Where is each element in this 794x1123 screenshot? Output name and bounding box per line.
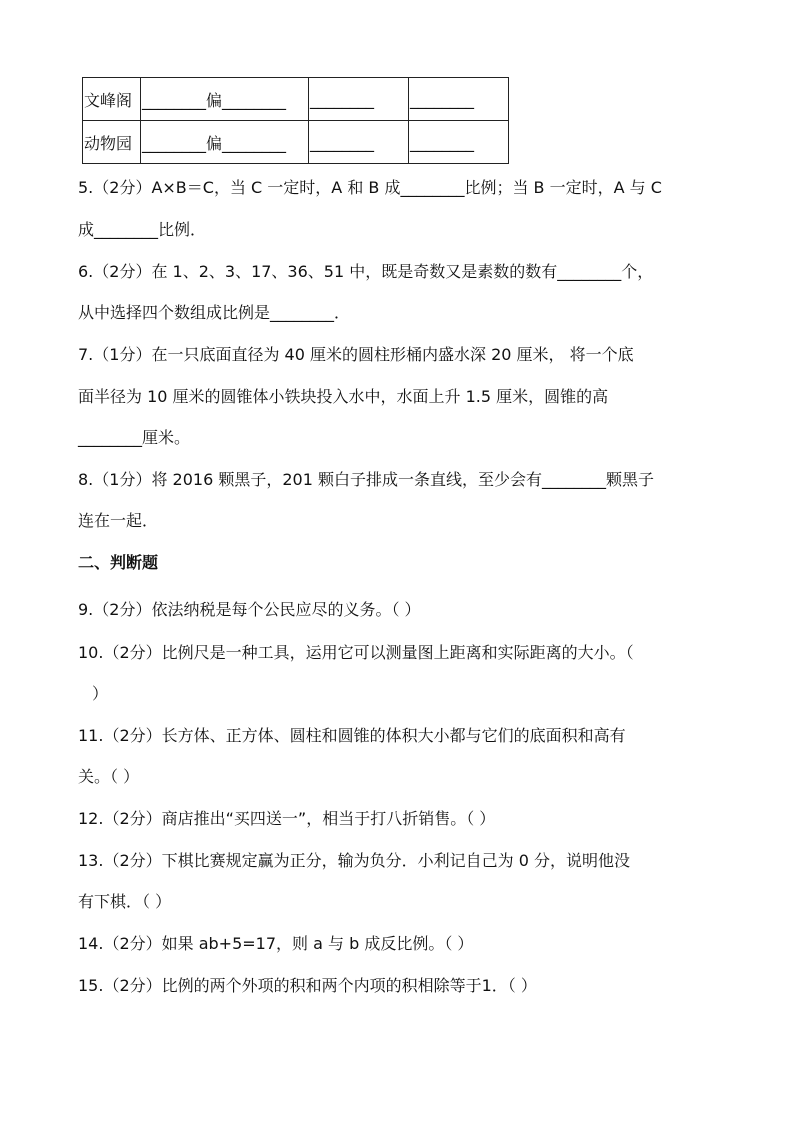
question-7-line-2: 面半径为 10 厘米的圆锥体小铁块投入水中，水面上升 1.5 厘米，圆锥的高 [78, 387, 609, 406]
question-7-line-3: ________厘米。 [78, 428, 191, 447]
table-cell: 动物园 [83, 121, 141, 164]
question-6-line-1: 6.（2分）在 1、2、3、17、36、51 中，既是奇数又是素数的数有________个， [78, 262, 654, 281]
table-cell: ________ [309, 78, 409, 121]
question-14-line-1: 14.（2分）如果 ab+5=17，则 a 与 b 成反比例。（ ） [78, 934, 474, 953]
table-row [83, 121, 509, 164]
table-cell: ________ [409, 121, 509, 164]
question-9-line-1: 9.（2分）依法纳税是每个公民应尽的义务。（ ） [78, 600, 421, 619]
question-15-line-1: 15.（2分）比例的两个外项的积和两个内项的积相除等于1．（ ） [78, 976, 537, 995]
table-cell: 文峰阁 [83, 78, 141, 121]
question-8-line-1: 8.（1分）将 2016 颗黑子，201 颗白子排成一条直线，至少会有________颗黑子 [78, 470, 654, 489]
table-cell: ________偏________ [141, 78, 309, 121]
table-cell: ________ [409, 78, 509, 121]
question-10-line-2: ） [92, 684, 109, 703]
question-13-line-2: 有下棋．（ ） [78, 892, 172, 911]
table-cell: ________ [309, 121, 409, 164]
question-13-line-1: 13.（2分）下棋比赛规定赢为正分，输为负分．小利记自己为 0 分，说明他没 [78, 851, 630, 870]
question-12-line-1: 12.（2分）商店推出“买四送一”，相当于打八折销售。（ ） [78, 809, 496, 828]
question-11-line-2: 关。（ ） [78, 767, 140, 786]
question-5-line-2: 成________比例． [78, 220, 207, 239]
question-10-line-1: 10.（2分）比例尺是一种工具，运用它可以测量图上距离和实际距离的大小。（ [78, 643, 634, 662]
section-title: 二、判断题 [78, 553, 159, 572]
table-row [83, 78, 509, 121]
direction-table [82, 77, 509, 164]
question-6-line-2: 从中选择四个数组成比例是________． [78, 303, 351, 322]
question-7-line-1: 7.（1分）在一只底面直径为 40 厘米的圆柱形桶内盛水深 20 厘米， 将一个底 [78, 345, 634, 364]
question-11-line-1: 11.（2分）长方体、正方体、圆柱和圆锥的体积大小都与它们的底面积和高有 [78, 726, 626, 745]
question-5-line-1: 5.（2分）A×B＝C，当 C 一定时，A 和 B 成________比例；当 B 一定时，A 与 C [78, 178, 662, 197]
question-8-line-2: 连在一起． [78, 511, 159, 530]
table-cell: ________偏________ [141, 121, 309, 164]
